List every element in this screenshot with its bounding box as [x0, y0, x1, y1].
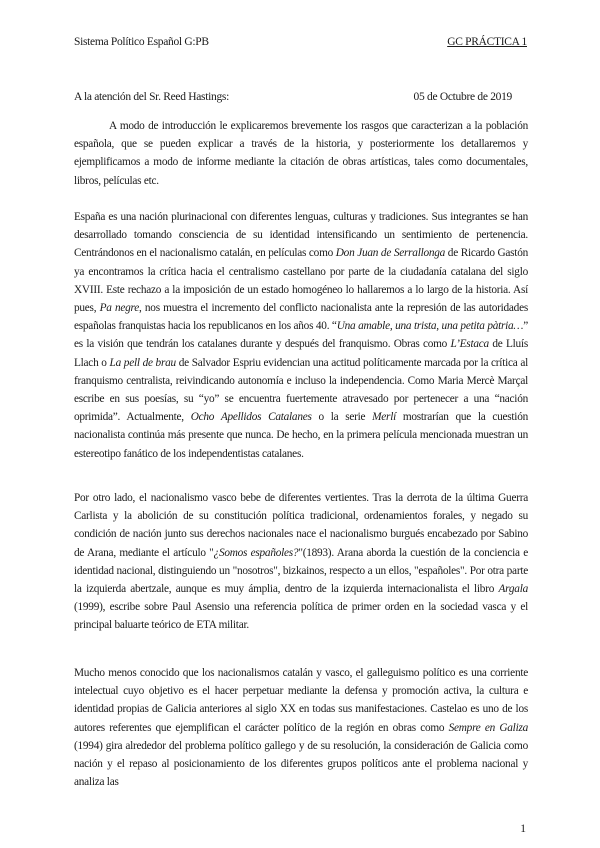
work-title: ¿Somos españoles? [213, 546, 299, 559]
intro-text: A modo de introducción le explicaremos brevemente los rasgos que caracterizan a la población española, que se pueden explicar a través de la historia, y posteriormente los detallaremos y ejemplificamos a modo de informe mediante la citación de obras artísticas, tales como documentales, libros, películas etc. [74, 120, 528, 187]
text-segment: de Salvador Espriu evidencian una actitud políticamente marcada por la crítica al franquismo centralista, reivindicando autonomía e incluso la independencia. Como Maria Mercè Marçal escribe en sus poesías, su “yo” se encuentra fuertemente atravesado por pertenecer a una “nación oprimida”. Actualmente, [74, 356, 528, 424]
addressee-text: A la atención del Sr. Reed Hastings: [74, 91, 229, 103]
text-segment: Mucho menos conocido que los nacionalismos catalán y vasco, el galleguismo político es una corriente intelectual cuyo objetivo es el hacer perpetuar mediante la defensa y promoción activa, la cultura e identidad propias de Galicia anteriores al siglo XX en todas sus manifestaciones. Castelao es uno de los autores referentes que ejemplifican el carácter político de la región en obras como [74, 667, 528, 734]
text-segment: (1999), escribe sobre Paul Asensio una referencia política de primer orden en la sociedad vasca y el principal baluarte teórico de ETA militar. [74, 601, 528, 632]
addressee-line [74, 91, 512, 103]
header-course-title: Sistema Político Español G:PB [74, 36, 209, 48]
text-segment: Por otro lado, el nacionalismo vasco bebe de diferentes vertientes. Tras la derrota de la última Guerra Carlista y la abolición de su constitución política tradicional, ordenamientos forales, y negado su condición de nación junto sus derechos nacionales nace el nacionalismo burgués encabezado por Sabino de Arana, mediante el artículo " [74, 492, 528, 559]
work-title: La pell de brau [109, 356, 176, 369]
work-title: Don Juan de Serrallonga [335, 247, 446, 260]
letter-date: 05 de Octubre de 2019 [413, 91, 512, 103]
page-number: 1 [520, 823, 526, 835]
header-practice-label: GC PRÁCTICA 1 [447, 36, 527, 48]
paragraph-galician-nationalism [74, 664, 528, 791]
text-segment: de Lluís Llach o [74, 338, 528, 369]
page-header [74, 36, 527, 48]
text-segment: de Ricardo Gastón ya encontramos la crítica hacia el centralismo castellano por parte de la ciudadanía catalana del siglo XVIII. Este rechazo a la imposición de un estado homogéneo lo hallaremos a lo largo de la historia. Así pues, [74, 247, 528, 315]
text-segment: , nos muestra el incremento del conflicto nacionalista ante la represión de las autoridades españolas franquistas hacia los republicanos en los años 40. “ [74, 302, 528, 333]
paragraph-catalan-nationalism [74, 208, 528, 463]
work-title: Sempre en Galiza [448, 721, 528, 734]
paragraph-intro [74, 117, 528, 190]
text-segment: o la serie [311, 411, 373, 424]
work-title: Argala [498, 583, 528, 596]
work-title: Pa negre [99, 302, 140, 315]
text-segment: (1994) gira alrededor del problema político gallego y de su resolución, la consideración de Galicia como nación y el repaso al posicionamiento de los diferentes grupos políticos ante el problema nacional y analiza las [74, 739, 528, 789]
work-title: Ocho Apellidos Catalanes [190, 411, 312, 424]
text-segment: mostrarían que la cuestión nacionalista continúa más presente que nunca. De hecho, en la primera película mencionada muestran un estereotipo fanático de los independentistas catalanes. [74, 411, 528, 460]
paragraph-basque-nationalism [74, 489, 528, 635]
text-segment: España es una nación plurinacional con diferentes lenguas, culturas y tradiciones. Sus integrantes se han desarrollado tomando consciencia de su identidad intensificando un sentimiento de pertenencia. Centrándonos en el nacionalismo catalán, en películas como [74, 211, 528, 260]
work-title: L’Estaca [450, 338, 489, 351]
text-segment: ” es la visión que tendrán los catalanes durante y después del franquismo. Obras como [74, 320, 528, 351]
work-title: Merlí [372, 411, 396, 424]
text-segment: "(1893). Arana aborda la cuestión de la conciencia e identidad nacional, distinguiendo un "nosotros", bizkainos, respecto a un ellos, "españoles". Por otra parte la izquierda abertzale, aunque es muy ámplia, dentro de la izquierda internacionalista el libro [74, 546, 528, 596]
quote: Una amable, una trista, una petita pàtria… [336, 320, 524, 333]
